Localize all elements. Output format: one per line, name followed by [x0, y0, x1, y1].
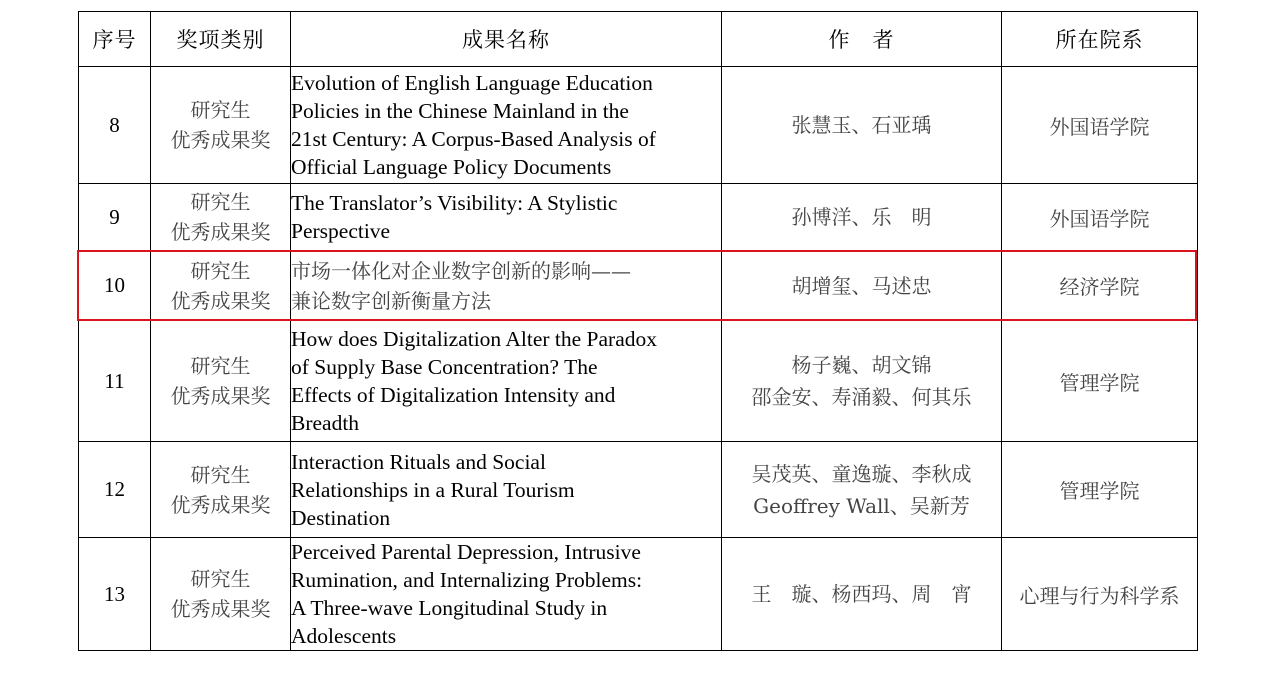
- title-line: of Supply Base Concentration? The: [291, 355, 598, 379]
- title-line: A Three-wave Longitudinal Study in: [291, 596, 608, 620]
- achievement-title: [291, 67, 722, 184]
- header-category: 奖项类别: [151, 12, 291, 67]
- authors: [722, 442, 1002, 538]
- table-row: [79, 321, 1198, 442]
- category-line: 优秀成果奖: [170, 492, 271, 517]
- achievement-title: [291, 251, 722, 321]
- table-row: [79, 538, 1198, 651]
- author-line: 胡增玺、马述忠: [791, 273, 932, 298]
- table-row: [79, 184, 1198, 251]
- department: 心理与行为科学系: [1002, 538, 1198, 651]
- row-number: 12: [79, 442, 151, 538]
- achievement-title: [291, 442, 722, 538]
- row-number: 11: [79, 321, 151, 442]
- row-number: 10: [79, 251, 151, 321]
- award-category: [151, 67, 291, 184]
- award-category: [151, 251, 291, 321]
- title-line: Interaction Rituals and Social: [291, 449, 546, 474]
- title-line: Evolution of English Language Education: [291, 71, 653, 95]
- authors: [722, 251, 1002, 321]
- title-line: Destination: [291, 505, 391, 530]
- department: 经济学院: [1002, 251, 1198, 321]
- award-category: [151, 321, 291, 442]
- title-line: 市场一体化对企业数字创新的影响——: [291, 258, 631, 283]
- title-line: 21st Century: A Corpus-Based Analysis of: [291, 127, 656, 151]
- title-line: Breadth: [291, 411, 360, 435]
- category-line: 研究生: [190, 567, 251, 591]
- category-line: 优秀成果奖: [170, 384, 271, 408]
- author-line: 吴茂英、童逸璇、李秋成: [751, 461, 972, 486]
- authors: [722, 67, 1002, 184]
- title-line: Perceived Parental Depression, Intrusive: [291, 540, 641, 564]
- title-line: Perspective: [291, 219, 391, 243]
- title-line: 兼论数字创新衡量方法: [291, 288, 491, 313]
- achievement-title: [291, 538, 722, 651]
- category-line: 研究生: [190, 98, 251, 122]
- author-line: 杨子巍、胡文锦: [791, 353, 932, 377]
- header-department: 所在院系: [1002, 12, 1198, 67]
- achievement-title: [291, 321, 722, 442]
- author-line: 孙博洋、乐 明: [791, 205, 932, 229]
- author-line: Geoffrey Wall、吴新芳: [753, 493, 970, 518]
- row-number: 8: [79, 67, 151, 184]
- title-line: How does Digitalization Alter the Paradox: [291, 327, 658, 351]
- header-title: 成果名称: [291, 12, 722, 67]
- category-line: 优秀成果奖: [170, 128, 271, 152]
- category-line: 研究生: [190, 190, 251, 214]
- authors: [722, 184, 1002, 251]
- department: 外国语学院: [1002, 184, 1198, 251]
- author-line: 张慧玉、石亚瑀: [791, 113, 932, 137]
- title-line: Rumination, and Internalizing Problems:: [291, 568, 643, 592]
- award-category: [151, 442, 291, 538]
- table-row: [79, 67, 1198, 184]
- authors: [722, 321, 1002, 442]
- award-category: [151, 538, 291, 651]
- department: 外国语学院: [1002, 67, 1198, 184]
- title-line: Official Language Policy Documents: [291, 155, 612, 179]
- category-line: 研究生: [190, 258, 251, 283]
- title-line: The Translator’s Visibility: A Stylistic: [291, 191, 618, 215]
- award-category: [151, 184, 291, 251]
- title-line: Effects of Digitalization Intensity and: [291, 383, 616, 407]
- category-line: 优秀成果奖: [170, 220, 271, 244]
- achievement-title: [291, 184, 722, 251]
- row-number: 13: [79, 538, 151, 651]
- category-line: 研究生: [190, 462, 251, 487]
- department: 管理学院: [1002, 321, 1198, 442]
- header-no: 序号: [79, 12, 151, 67]
- authors: [722, 538, 1002, 651]
- department: 管理学院: [1002, 442, 1198, 538]
- author-line: 王 璇、杨西玛、周 宵: [751, 582, 972, 606]
- title-line: Relationships in a Rural Tourism: [291, 477, 575, 502]
- category-line: 研究生: [190, 354, 251, 378]
- awards-table: [78, 11, 1198, 651]
- category-line: 优秀成果奖: [170, 597, 271, 621]
- title-line: Adolescents: [291, 624, 397, 648]
- category-line: 优秀成果奖: [170, 288, 271, 313]
- header-row: [79, 12, 1198, 67]
- title-line: Policies in the Chinese Mainland in the: [291, 99, 629, 123]
- table-row-highlighted: [79, 251, 1198, 321]
- row-number: 9: [79, 184, 151, 251]
- header-authors: 作 者: [722, 12, 1002, 67]
- author-line: 邵金安、寿涌毅、何其乐: [751, 385, 972, 409]
- table-row: [79, 442, 1198, 538]
